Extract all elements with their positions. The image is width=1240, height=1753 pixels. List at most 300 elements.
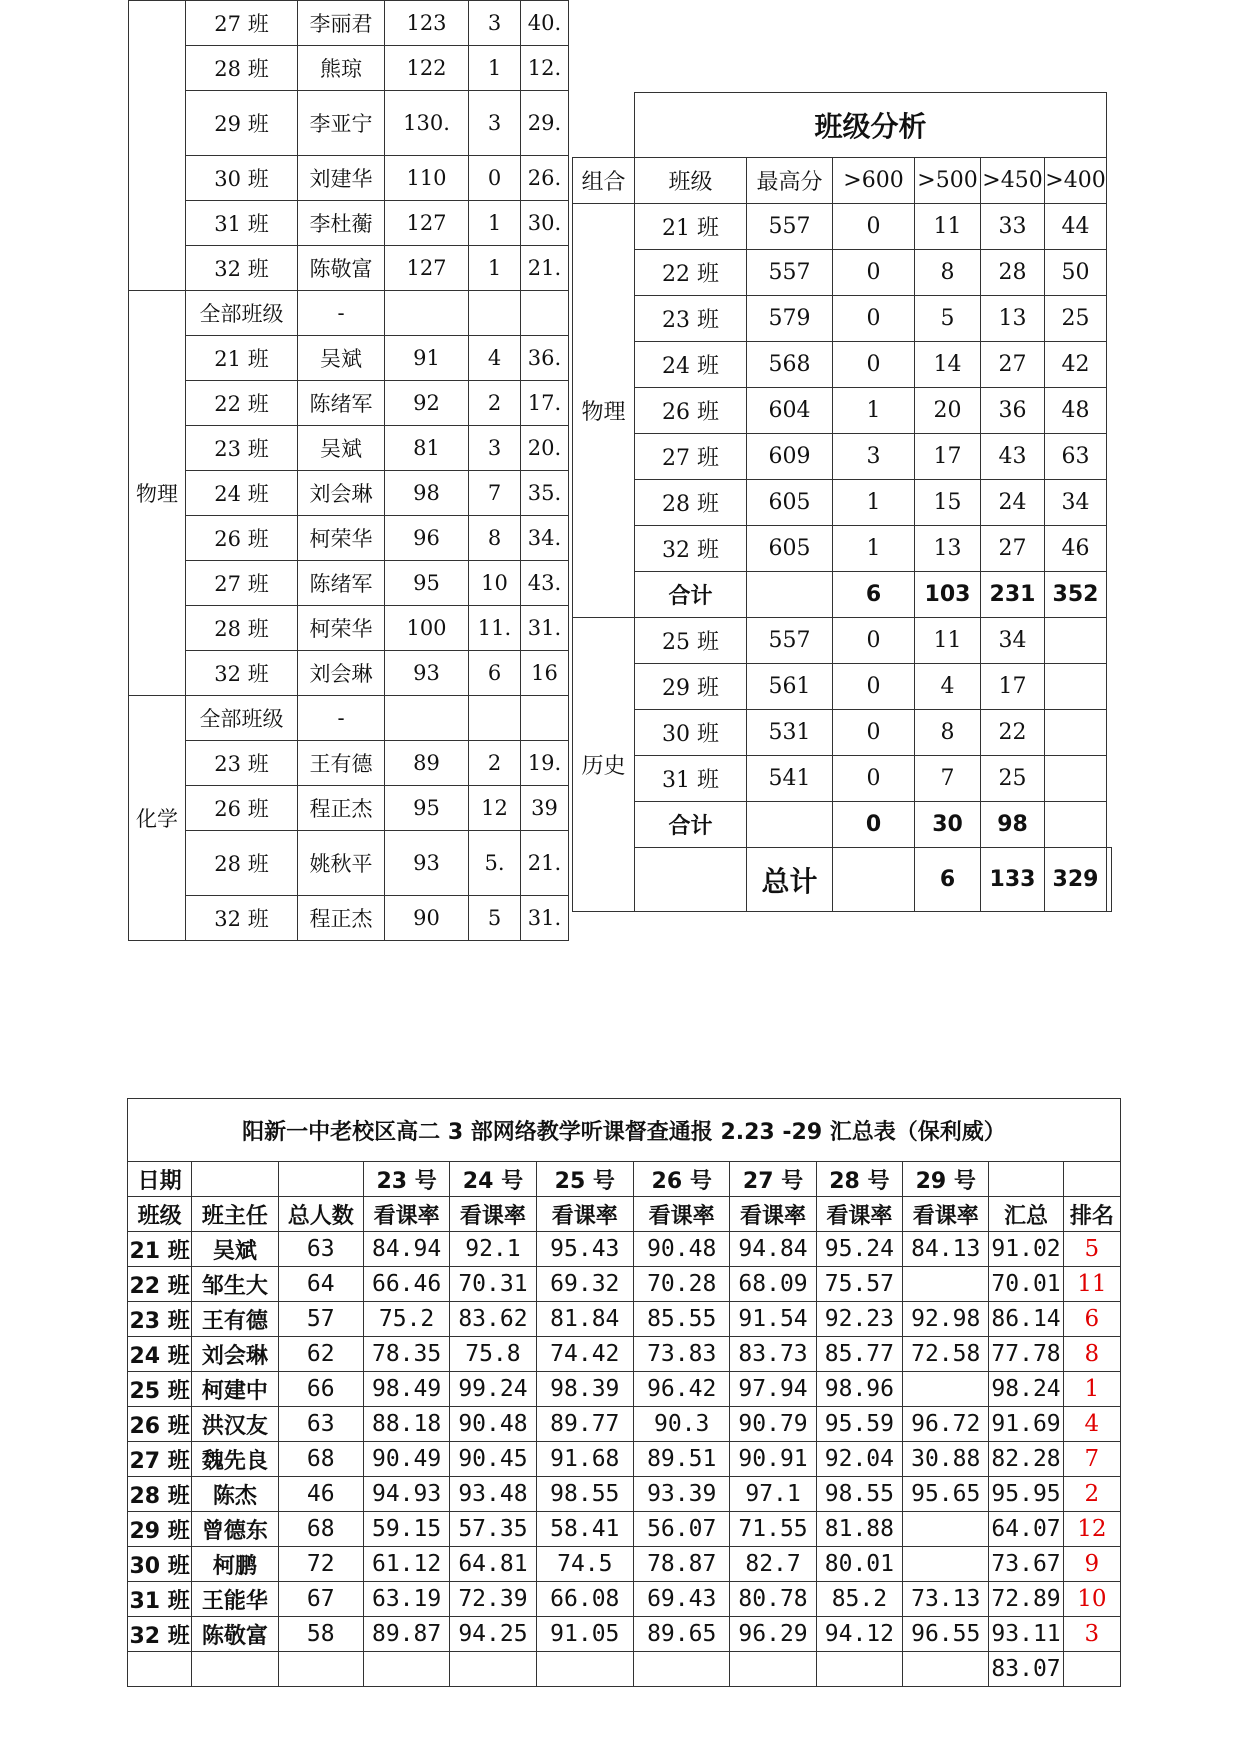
- column-header: >600: [833, 158, 915, 204]
- headcount-cell: 64: [278, 1267, 363, 1302]
- count-cell: 10: [469, 561, 521, 606]
- rate-cell: 89.65: [634, 1617, 730, 1652]
- rate-cell: 92.04: [816, 1442, 902, 1477]
- subtotal-cell: 0: [833, 802, 915, 848]
- teacher-cell: 陈杰: [192, 1477, 278, 1512]
- rate-cell: 90.49: [363, 1442, 449, 1477]
- rate-cell: 93.48: [450, 1477, 536, 1512]
- subtotal-row: [573, 572, 1112, 618]
- percent-cell: 20.: [521, 426, 569, 471]
- table-cell: 31 班: [635, 756, 747, 802]
- teacher-cell: 陈绪军: [298, 561, 385, 606]
- rate-cell: 95.59: [816, 1407, 902, 1442]
- table-cell: 1: [833, 480, 915, 526]
- teacher-cell: 吴斌: [298, 426, 385, 471]
- class-analysis-table: [572, 92, 1112, 912]
- total-cell: 6: [915, 848, 981, 912]
- subtotal-cell: 98: [981, 802, 1045, 848]
- subtotal-cell: 30: [915, 802, 981, 848]
- score-cell: 98: [385, 471, 469, 516]
- date-header: 日期: [128, 1162, 192, 1197]
- percent-cell: 31.: [521, 606, 569, 651]
- rank-cell: 1: [1063, 1372, 1120, 1407]
- subtotal-row: [573, 802, 1112, 848]
- table-row: [129, 156, 569, 201]
- date-header: [278, 1162, 363, 1197]
- table-row: [129, 561, 569, 606]
- table-cell: 21 班: [635, 204, 747, 250]
- table-cell: 604: [747, 388, 833, 434]
- rate-cell: 81.84: [536, 1302, 633, 1337]
- rate-cell: 90.48: [450, 1407, 536, 1442]
- table-cell: 48: [1045, 388, 1107, 434]
- column-header: 看课率: [816, 1197, 902, 1232]
- table-row: [129, 91, 569, 156]
- table-cell: 13: [981, 296, 1045, 342]
- column-header: 排名: [1063, 1197, 1120, 1232]
- summary-title: 阳新一中老校区高二 3 部网络教学听课督查通报 2.23 -29 汇总表（保利威）: [128, 1099, 1121, 1162]
- table-row: [128, 1512, 1121, 1547]
- teacher-cell: 洪汉友: [192, 1407, 278, 1442]
- table-cell: 568: [747, 342, 833, 388]
- rate-cell: 85.77: [816, 1337, 902, 1372]
- score-cell: 93: [385, 831, 469, 896]
- rate-cell: 74.5: [536, 1547, 633, 1582]
- date-header: 24 号: [450, 1162, 536, 1197]
- class-cell: 27 班: [186, 1, 298, 46]
- table-header-row: [128, 1197, 1121, 1232]
- score-cell: 127: [385, 201, 469, 246]
- headcount-cell: 68: [278, 1442, 363, 1477]
- rate-cell: 70.28: [634, 1267, 730, 1302]
- rate-cell: 70.31: [450, 1267, 536, 1302]
- table-row: [573, 434, 1112, 480]
- table-cell: 32 班: [635, 526, 747, 572]
- date-header: [1063, 1162, 1120, 1197]
- class-cell: 29 班: [186, 91, 298, 156]
- table-row: [128, 1337, 1121, 1372]
- table-cell: 1: [833, 388, 915, 434]
- table-cell: 25 班: [635, 618, 747, 664]
- score-cell: 110: [385, 156, 469, 201]
- column-header: 总人数: [278, 1197, 363, 1232]
- rate-cell: 98.55: [816, 1477, 902, 1512]
- headcount-cell: 68: [278, 1512, 363, 1547]
- class-cell: 26 班: [186, 516, 298, 561]
- summary-cell: 95.95: [989, 1477, 1063, 1512]
- count-cell: 0: [469, 156, 521, 201]
- score-cell: [385, 696, 469, 741]
- table-cell: [1045, 710, 1107, 756]
- rate-cell: 90.79: [730, 1407, 816, 1442]
- score-cell: 92: [385, 381, 469, 426]
- summary-cell: 70.01: [989, 1267, 1063, 1302]
- percent-cell: 36.: [521, 336, 569, 381]
- rate-cell: [903, 1547, 989, 1582]
- table-row: [129, 786, 569, 831]
- class-cell: 26 班: [128, 1407, 192, 1442]
- date-header: [989, 1162, 1063, 1197]
- subtotal-cell: 352: [1045, 572, 1107, 618]
- table-row: [573, 618, 1112, 664]
- rate-cell: 90.48: [634, 1232, 730, 1267]
- headcount-cell: 66: [278, 1372, 363, 1407]
- score-cell: 100: [385, 606, 469, 651]
- rank-cell: 3: [1063, 1617, 1120, 1652]
- rank-cell: 10: [1063, 1582, 1120, 1617]
- rate-cell: [903, 1372, 989, 1407]
- total-cell: 133: [981, 848, 1045, 912]
- score-cell: 89: [385, 741, 469, 786]
- table-cell: 0: [833, 296, 915, 342]
- summary-cell: 64.07: [989, 1512, 1063, 1547]
- score-cell: 95: [385, 786, 469, 831]
- table-row: [573, 296, 1112, 342]
- percent-cell: 43.: [521, 561, 569, 606]
- table-cell: [1045, 664, 1107, 710]
- table-cell: 0: [833, 710, 915, 756]
- rate-cell: 81.88: [816, 1512, 902, 1547]
- percent-cell: 12.: [521, 46, 569, 91]
- table-cell: 43: [981, 434, 1045, 480]
- rate-cell: [903, 1512, 989, 1547]
- rate-cell: 96.72: [903, 1407, 989, 1442]
- table-cell: 557: [747, 618, 833, 664]
- table-cell: 27: [981, 342, 1045, 388]
- rate-cell: [903, 1267, 989, 1302]
- table-row: [129, 741, 569, 786]
- rate-cell: 64.81: [450, 1547, 536, 1582]
- headcount-cell: 62: [278, 1337, 363, 1372]
- rate-cell: 89.77: [536, 1407, 633, 1442]
- grand-total-row: [573, 848, 1112, 912]
- date-row: [128, 1162, 1121, 1197]
- table-row: [128, 1477, 1121, 1512]
- table-row: [573, 342, 1112, 388]
- summary-cell: 73.67: [989, 1547, 1063, 1582]
- count-cell: 5.: [469, 831, 521, 896]
- teacher-cell: 李亚宁: [298, 91, 385, 156]
- class-cell: 31 班: [128, 1582, 192, 1617]
- subtotal-cell: 103: [915, 572, 981, 618]
- count-cell: [469, 696, 521, 741]
- teacher-cell: 魏先良: [192, 1442, 278, 1477]
- score-cell: 91: [385, 336, 469, 381]
- table-row: [129, 651, 569, 696]
- rate-cell: 91.05: [536, 1617, 633, 1652]
- class-cell: 29 班: [128, 1512, 192, 1547]
- class-cell: 23 班: [128, 1302, 192, 1337]
- count-cell: 4: [469, 336, 521, 381]
- class-cell: 28 班: [186, 46, 298, 91]
- teacher-cell: 柯荣华: [298, 606, 385, 651]
- column-header: 看课率: [903, 1197, 989, 1232]
- rate-cell: 72.39: [450, 1582, 536, 1617]
- count-cell: 8: [469, 516, 521, 561]
- table-cell: 24: [981, 480, 1045, 526]
- table-cell: 0: [833, 342, 915, 388]
- score-cell: 95: [385, 561, 469, 606]
- headcount-cell: 58: [278, 1617, 363, 1652]
- rank-cell: 12: [1063, 1512, 1120, 1547]
- rate-cell: 30.88: [903, 1442, 989, 1477]
- column-header: 汇总: [989, 1197, 1063, 1232]
- table-row: [573, 526, 1112, 572]
- class-cell: 21 班: [186, 336, 298, 381]
- rate-cell: 59.15: [363, 1512, 449, 1547]
- table-cell: 0: [833, 204, 915, 250]
- table-row: [573, 664, 1112, 710]
- rate-cell: 85.2: [816, 1582, 902, 1617]
- class-cell: 32 班: [128, 1617, 192, 1652]
- rate-cell: 78.35: [363, 1337, 449, 1372]
- class-cell: 32 班: [186, 246, 298, 291]
- table-cell: 33: [981, 204, 1045, 250]
- teacher-cell: 熊琼: [298, 46, 385, 91]
- table-cell: 27: [981, 526, 1045, 572]
- table-cell: 557: [747, 250, 833, 296]
- column-header: 看课率: [450, 1197, 536, 1232]
- rate-cell: 90.91: [730, 1442, 816, 1477]
- summary-cell: 82.28: [989, 1442, 1063, 1477]
- score-cell: 93: [385, 651, 469, 696]
- subtotal-cell: [747, 572, 833, 618]
- column-header: >450: [981, 158, 1045, 204]
- summary-cell: 91.02: [989, 1232, 1063, 1267]
- rate-cell: 96.29: [730, 1617, 816, 1652]
- table-cell: 8: [915, 710, 981, 756]
- rank-cell: 9: [1063, 1547, 1120, 1582]
- rank-cell: 11: [1063, 1267, 1120, 1302]
- date-header: 27 号: [730, 1162, 816, 1197]
- date-header: [192, 1162, 278, 1197]
- rate-cell: 66.46: [363, 1267, 449, 1302]
- table-row: [128, 1302, 1121, 1337]
- rank-cell: 2: [1063, 1477, 1120, 1512]
- percent-cell: [521, 696, 569, 741]
- table-cell: 0: [833, 664, 915, 710]
- table-cell: 27 班: [635, 434, 747, 480]
- rate-cell: 92.1: [450, 1232, 536, 1267]
- column-header: 看课率: [634, 1197, 730, 1232]
- class-cell: 24 班: [186, 471, 298, 516]
- footer-cell: [730, 1652, 816, 1687]
- table-row: [128, 1407, 1121, 1442]
- table-row: [573, 388, 1112, 434]
- score-cell: 96: [385, 516, 469, 561]
- teacher-cell: 柯荣华: [298, 516, 385, 561]
- rate-cell: 96.42: [634, 1372, 730, 1407]
- teacher-cell: 程正杰: [298, 896, 385, 941]
- table-row: [128, 1617, 1121, 1652]
- teacher-cell: 姚秋平: [298, 831, 385, 896]
- rate-cell: 78.87: [634, 1547, 730, 1582]
- class-cell: 32 班: [186, 896, 298, 941]
- rank-cell: 5: [1063, 1232, 1120, 1267]
- footer-cell: [278, 1652, 363, 1687]
- table-row: [128, 1547, 1121, 1582]
- table-cell: 63: [1045, 434, 1107, 480]
- table-cell: 29 班: [635, 664, 747, 710]
- table-cell: 15: [915, 480, 981, 526]
- percent-cell: 17.: [521, 381, 569, 426]
- count-cell: 6: [469, 651, 521, 696]
- rate-cell: 94.84: [730, 1232, 816, 1267]
- table-cell: 23 班: [635, 296, 747, 342]
- column-header: 组合: [573, 158, 635, 204]
- rate-cell: 73.13: [903, 1582, 989, 1617]
- teacher-cell: 刘会琳: [298, 651, 385, 696]
- table-cell: 36: [981, 388, 1045, 434]
- total-cell: 总计: [747, 848, 833, 912]
- rate-cell: 63.19: [363, 1582, 449, 1617]
- headcount-cell: 67: [278, 1582, 363, 1617]
- class-cell: 22 班: [186, 381, 298, 426]
- table-cell: 3: [833, 434, 915, 480]
- subject-group-cell: 物理: [129, 291, 186, 696]
- teacher-cell: 刘会琳: [192, 1337, 278, 1372]
- rate-cell: 91.54: [730, 1302, 816, 1337]
- rate-cell: 68.09: [730, 1267, 816, 1302]
- column-header: 看课率: [363, 1197, 449, 1232]
- table-row: [129, 696, 569, 741]
- footer-cell: 83.07: [989, 1652, 1063, 1687]
- rate-cell: 66.08: [536, 1582, 633, 1617]
- subject-teacher-table: [128, 0, 569, 941]
- teacher-cell: 吴斌: [192, 1232, 278, 1267]
- teacher-cell: 邹生大: [192, 1267, 278, 1302]
- rate-cell: 72.58: [903, 1337, 989, 1372]
- class-cell: 全部班级: [186, 696, 298, 741]
- rate-cell: 94.25: [450, 1617, 536, 1652]
- table-row: [129, 381, 569, 426]
- table-cell: 579: [747, 296, 833, 342]
- percent-cell: 31.: [521, 896, 569, 941]
- table-cell: 5: [915, 296, 981, 342]
- percent-cell: 21.: [521, 831, 569, 896]
- percent-cell: 30.: [521, 201, 569, 246]
- total-cell: [1107, 848, 1112, 912]
- date-header: 26 号: [634, 1162, 730, 1197]
- rate-cell: 90.45: [450, 1442, 536, 1477]
- table-cell: 24 班: [635, 342, 747, 388]
- table-row: [573, 710, 1112, 756]
- table-cell: 28: [981, 250, 1045, 296]
- table-cell: 17: [915, 434, 981, 480]
- footer-cell: [363, 1652, 449, 1687]
- table-cell: 11: [915, 618, 981, 664]
- percent-cell: 35.: [521, 471, 569, 516]
- footer-cell: [1063, 1652, 1120, 1687]
- summary-cell: 86.14: [989, 1302, 1063, 1337]
- table-row: [128, 1582, 1121, 1617]
- rate-cell: 95.65: [903, 1477, 989, 1512]
- table-cell: 4: [915, 664, 981, 710]
- count-cell: [469, 291, 521, 336]
- table-cell: [1045, 756, 1107, 802]
- table-cell: 14: [915, 342, 981, 388]
- count-cell: 1: [469, 46, 521, 91]
- table-row: [129, 471, 569, 516]
- rate-cell: 94.12: [816, 1617, 902, 1652]
- score-cell: 122: [385, 46, 469, 91]
- rate-cell: 82.7: [730, 1547, 816, 1582]
- count-cell: 11.: [469, 606, 521, 651]
- rate-cell: 97.1: [730, 1477, 816, 1512]
- percent-cell: 19.: [521, 741, 569, 786]
- teacher-cell: 曾德东: [192, 1512, 278, 1547]
- headcount-cell: 57: [278, 1302, 363, 1337]
- date-header: 29 号: [903, 1162, 989, 1197]
- column-header: >400: [1045, 158, 1107, 204]
- class-cell: 28 班: [128, 1477, 192, 1512]
- column-header: 班级: [128, 1197, 192, 1232]
- score-cell: 90: [385, 896, 469, 941]
- rate-cell: 75.8: [450, 1337, 536, 1372]
- subtotal-cell: 合计: [635, 802, 747, 848]
- date-header: 23 号: [363, 1162, 449, 1197]
- table-cell: 22: [981, 710, 1045, 756]
- total-cell: [833, 848, 915, 912]
- rate-cell: 90.3: [634, 1407, 730, 1442]
- table-row: [129, 336, 569, 381]
- column-header: 最高分: [747, 158, 833, 204]
- rate-cell: 56.07: [634, 1512, 730, 1547]
- table-cell: 30 班: [635, 710, 747, 756]
- rate-cell: 91.68: [536, 1442, 633, 1477]
- class-cell: 22 班: [128, 1267, 192, 1302]
- table-cell: 605: [747, 526, 833, 572]
- subtotal-cell: 合计: [635, 572, 747, 618]
- footer-cell: [903, 1652, 989, 1687]
- rate-cell: 80.78: [730, 1582, 816, 1617]
- table-row: [573, 250, 1112, 296]
- rate-cell: 98.96: [816, 1372, 902, 1407]
- column-header: 班主任: [192, 1197, 278, 1232]
- table-row: [573, 756, 1112, 802]
- table-cell: 605: [747, 480, 833, 526]
- rate-cell: 92.23: [816, 1302, 902, 1337]
- rate-cell: 95.43: [536, 1232, 633, 1267]
- group-label: 物理: [573, 204, 635, 618]
- rank-cell: 6: [1063, 1302, 1120, 1337]
- rate-cell: 89.51: [634, 1442, 730, 1477]
- headcount-cell: 46: [278, 1477, 363, 1512]
- rate-cell: 93.39: [634, 1477, 730, 1512]
- rate-cell: 73.83: [634, 1337, 730, 1372]
- table-cell: 46: [1045, 526, 1107, 572]
- count-cell: 3: [469, 426, 521, 471]
- date-header: 25 号: [536, 1162, 633, 1197]
- rate-cell: 95.24: [816, 1232, 902, 1267]
- teacher-cell: 陈绪军: [298, 381, 385, 426]
- rate-cell: 94.93: [363, 1477, 449, 1512]
- table-row: [129, 426, 569, 471]
- rate-cell: 92.98: [903, 1302, 989, 1337]
- count-cell: 2: [469, 381, 521, 426]
- teacher-cell: 刘建华: [298, 156, 385, 201]
- subtotal-cell: 231: [981, 572, 1045, 618]
- table-row: [129, 246, 569, 291]
- count-cell: 5: [469, 896, 521, 941]
- table-cell: 0: [833, 618, 915, 664]
- class-cell: 27 班: [186, 561, 298, 606]
- class-analysis-title: 班级分析: [635, 93, 1107, 158]
- subject-group-cell: [129, 1, 186, 291]
- teacher-cell: 程正杰: [298, 786, 385, 831]
- table-cell: 561: [747, 664, 833, 710]
- table-row: [128, 1267, 1121, 1302]
